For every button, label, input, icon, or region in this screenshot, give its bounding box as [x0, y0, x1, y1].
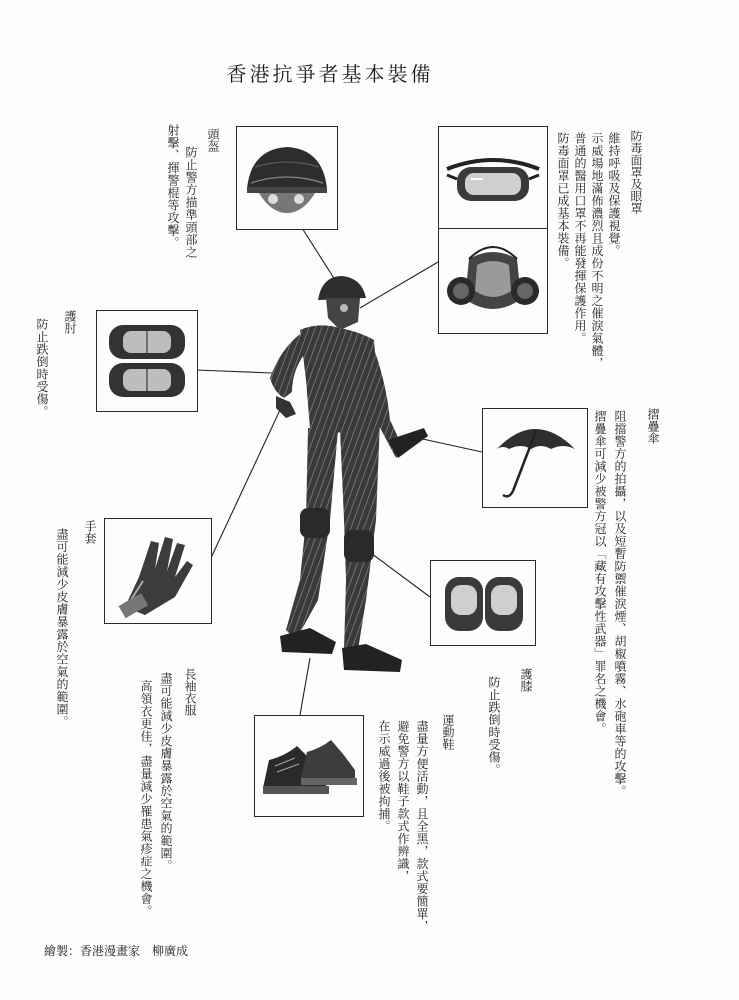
sleeves-desc-2: 高領衣更佳，盡量減少罹患氣疹症之機會。 [139, 680, 153, 918]
mask-desc-1: 維持呼吸及保護視覺。 [607, 132, 621, 257]
knee-label: 護膝 [519, 668, 533, 692]
mask-desc-4: 防毒面罩已成基本裝備。 [556, 132, 570, 270]
helmet-desc-2: 射擊、揮警棍等攻擊。 [166, 124, 180, 249]
umbrella-desc-2: 摺疊傘可減少被警方冠以「藏有攻擊性武器」罪名之機會。 [593, 410, 607, 735]
shoes-desc-1: 盡量方便活動，且全黑，款式要簡單， [415, 720, 429, 933]
umbrella-desc-1: 阻擋警方的拍攝，以及短暫防禦催淚煙、胡椒噴霧、水砲車等的攻擊。 [613, 410, 627, 798]
gloves-desc: 盡可能減少皮膚暴露於空氣的範圍。 [55, 528, 69, 728]
mask-label: 防毒面罩及眼罩 [629, 130, 643, 214]
helmet-label: 頭盔 [206, 128, 220, 152]
elbow-label: 護肘 [63, 310, 77, 334]
gloves-label: 手套 [83, 520, 97, 544]
sleeves-label: 長袖衣服 [183, 668, 197, 716]
sleeves-desc-1: 盡可能減少皮膚暴露於空氣的範圍。 [159, 672, 173, 872]
helmet-desc-1: 防止警方描準頭部之 [184, 146, 198, 259]
mask-desc-3: 普通的醫用口罩不再能發揮保護作用。 [573, 132, 587, 345]
knee-desc: 防止跌倒時受傷。 [487, 676, 501, 776]
shoes-desc-2: 避免警方以鞋子款式作辨識， [396, 720, 410, 883]
artist-credit: 繪製：香港漫畫家 柳廣成 [44, 944, 189, 958]
page-title: 香港抗爭者基本裝備 [226, 62, 434, 86]
shoes-label: 運動鞋 [441, 714, 455, 750]
umbrella-label: 摺疊傘 [646, 408, 660, 444]
mask-desc-2: 示威場地滿佈濃烈且成份不明之催淚氣體， [590, 132, 604, 370]
shoes-desc-3: 在示威過後被拘捕。 [377, 720, 391, 833]
elbow-desc: 防止跌倒時受傷。 [35, 318, 49, 418]
